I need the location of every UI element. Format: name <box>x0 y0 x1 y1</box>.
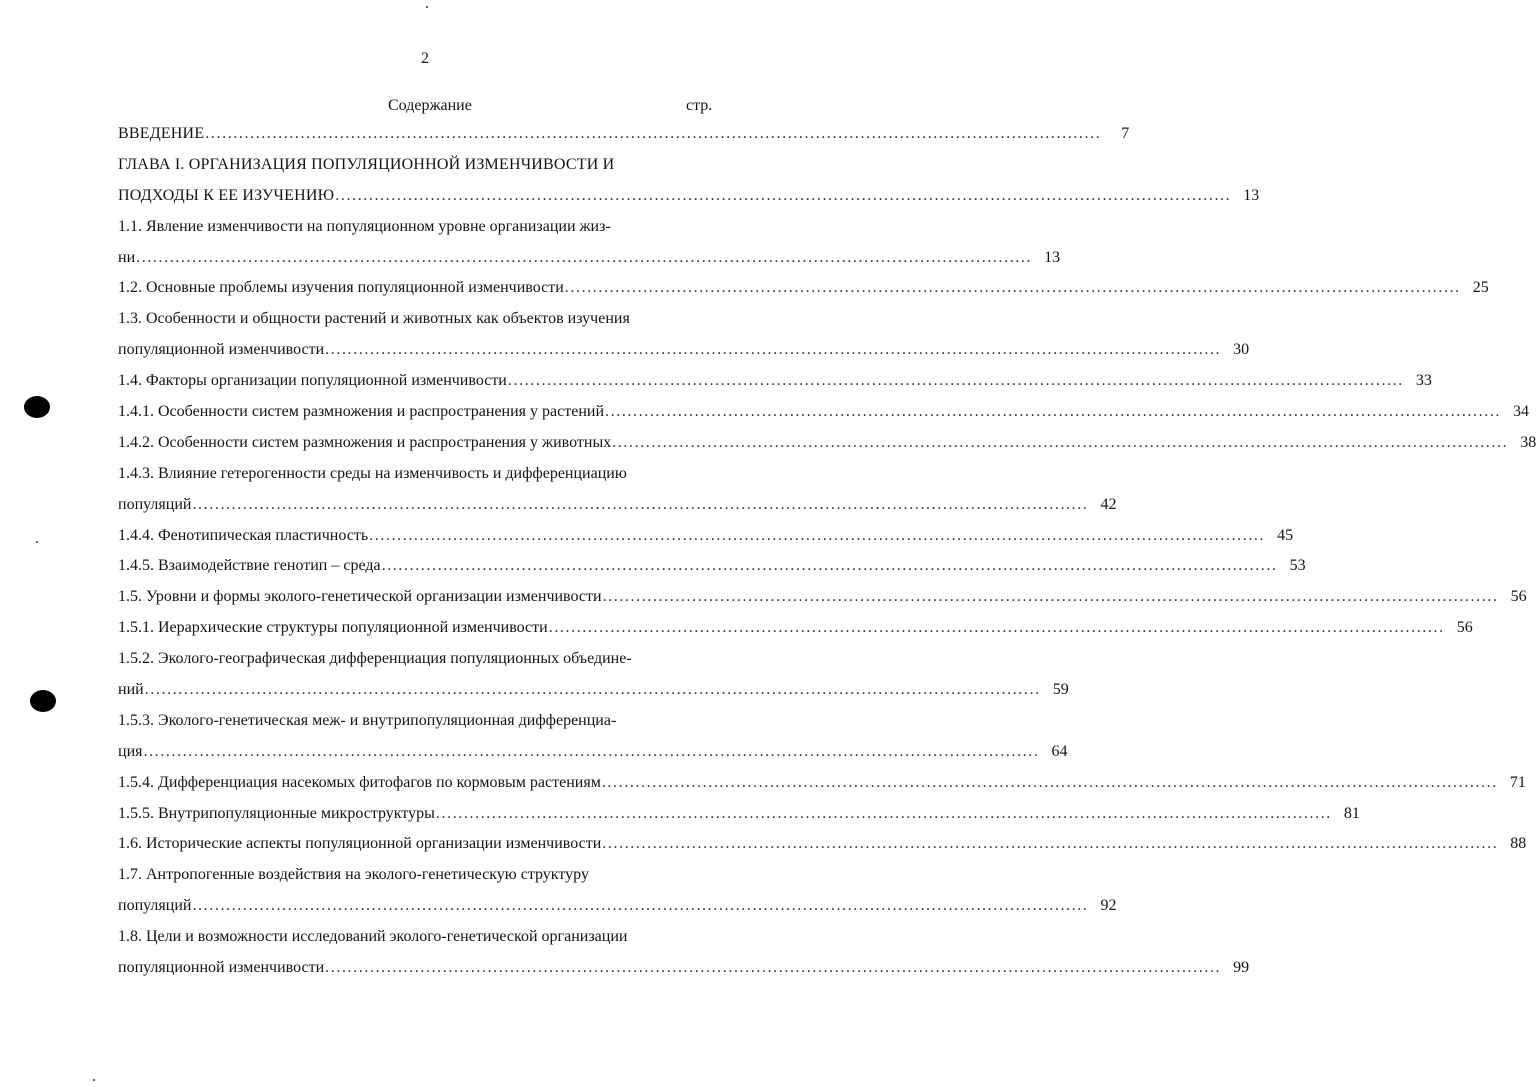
toc-entry-page: 99 <box>1233 959 1250 977</box>
toc-entry-page: 13 <box>1243 186 1260 204</box>
toc-entry-text: 1.3. Особенности и общности растений и животных как объектов изучения <box>118 310 630 328</box>
dot-leader: ................................................................................................................................................................ <box>601 773 1498 791</box>
toc-entry-page: 7 <box>1121 125 1130 142</box>
toc-entry-text: 1.4.2. Особенности систем размножения и распространения у животных <box>118 433 612 451</box>
toc-entry-page: 64 <box>1051 742 1068 760</box>
toc-entry-text: 1.4.1. Особенности систем размножения и распространения у растений <box>118 403 605 421</box>
toc-entry-text-cont: ПОДХОДЫ К ЕЕ ИЗУЧЕНИЮ <box>118 186 335 204</box>
toc-entry-1-7 <box>118 860 1117 922</box>
dot-leader: ................................................................................................................................................................ <box>335 186 1232 204</box>
toc-entry-page: 30 <box>1233 341 1250 359</box>
toc-entry-1-4 <box>118 366 1432 397</box>
dot-leader: ................................................................................................................................................................ <box>325 341 1222 359</box>
dot-leader: ................................................................................................................................................................ <box>325 959 1222 977</box>
toc-entry-1-4-4 <box>118 521 1294 552</box>
toc-entry-1-5-2 <box>118 644 1069 706</box>
dot-leader: ................................................................................................................................................................ <box>143 742 1040 760</box>
toc-entry-page: 45 <box>1277 526 1294 544</box>
toc-entry-1-5-5 <box>118 799 1360 830</box>
dot-leader: ................................................................................................................................................................ <box>192 495 1089 513</box>
toc-entry-1-4-3 <box>118 459 1117 521</box>
toc-entry-text-cont: популяций <box>118 897 192 915</box>
toc-entry-1-2 <box>118 273 1489 304</box>
toc-entry-text: 1.4. Факторы организации популяционной изменчивости <box>118 372 507 390</box>
dot-leader: ................................................................................................................................................................ <box>381 557 1278 575</box>
dot-leader: ................................................................................................................................................................ <box>192 897 1089 915</box>
toc-entry-1-5-3 <box>118 706 1068 768</box>
toc-entry-1-5-1 <box>118 613 1473 644</box>
page-number: 2 <box>421 50 429 67</box>
binder-hole-mark <box>30 690 56 712</box>
dot-leader: ................................................................................................................................................................ <box>144 681 1041 699</box>
dot-leader: ................................................................................................................................................................ <box>602 588 1499 606</box>
toc-entry-page: 53 <box>1289 557 1306 575</box>
dot-leader: ................................................................................................................................................................ <box>564 279 1461 297</box>
toc-entry-text: 1.5.1. Иерархические структуры популяционной изменчивости <box>118 619 548 637</box>
toc-entry-text: ВВЕДЕНИЕ <box>118 125 205 142</box>
toc-entry-page: 81 <box>1343 804 1360 822</box>
scan-speck <box>93 1079 95 1081</box>
dot-leader: ................................................................................................................................................................ <box>602 835 1499 853</box>
toc-entry-page: 71 <box>1509 773 1526 791</box>
toc-entry-text: 1.7. Антропогенные воздействия на эколого-генетическую структуру <box>118 866 589 884</box>
toc-entry-text: 1.2. Основные проблемы изучения популяционной изменчивости <box>118 279 564 297</box>
toc-entry-text-cont: ни <box>118 248 136 266</box>
toc-entry-page: 25 <box>1472 279 1489 297</box>
toc-entry-page: 56 <box>1510 588 1527 606</box>
dot-leader: ................................................................................................................................................................ <box>136 248 1033 266</box>
toc-entry-1-5-4 <box>118 768 1526 799</box>
toc-entry-text: ГЛАВА I. ОРГАНИЗАЦИЯ ПОПУЛЯЦИОННОЙ ИЗМЕНЧИВОСТИ И <box>118 155 615 173</box>
toc-entry-page: 59 <box>1052 681 1069 699</box>
toc-title: Содержание <box>388 97 472 114</box>
toc-entry-1-3 <box>118 304 1250 366</box>
toc-entry-text-cont: популяционной изменчивости <box>118 341 325 359</box>
toc-entry-introduction <box>118 119 1130 150</box>
toc-entry-text: 1.5.2. Эколого-географическая дифференциация популяционных объедине- <box>118 650 632 668</box>
toc-entry-text: 1.5. Уровни и формы эколого-генетической организации изменчивости <box>118 588 602 606</box>
toc-entry-page: 38 <box>1520 433 1537 451</box>
toc-entry-text: 1.4.3. Влияние гетерогенности среды на изменчивость и дифференциацию <box>118 464 627 482</box>
dot-leader: ................................................................................................................................................................ <box>369 526 1266 544</box>
dot-leader: ................................................................................................................................................................ <box>548 619 1445 637</box>
toc-entry-text: 1.5.3. Эколого-генетическая меж- и внутрипопуляционная дифференциа- <box>118 711 617 729</box>
binder-hole-mark <box>24 396 50 418</box>
toc-entry-page: 34 <box>1513 403 1530 421</box>
toc-entry-text: 1.4.5. Взаимодействие генотип – среда <box>118 557 381 575</box>
toc-entry-1-6 <box>118 829 1527 860</box>
toc-entry-text: 1.1. Явление изменчивости на популяционном уровне организации жиз- <box>118 217 611 235</box>
toc-entry-text: 1.5.5. Внутрипопуляционные микроструктуры <box>118 804 435 822</box>
toc-entry-1-1 <box>118 212 1061 274</box>
toc-entry-text-cont: популяционной изменчивости <box>118 959 325 977</box>
toc-entry-text: 1.5.4. Дифференциация насекомых фитофагов по кормовым растениям <box>118 773 601 791</box>
toc-entry-text-cont: популяций <box>118 495 192 513</box>
table-of-contents <box>118 119 1537 984</box>
toc-entry-1-4-1 <box>118 397 1530 428</box>
toc-entry-page: 33 <box>1415 372 1432 390</box>
toc-entry-text-cont: ний <box>118 681 144 699</box>
toc-entry-1-5 <box>118 582 1527 613</box>
toc-entry-text: 1.8. Цели и возможности исследований эколого-генетической организации <box>118 928 628 946</box>
toc-entry-text: 1.6. Исторические аспекты популяционной организации изменчивости <box>118 835 602 853</box>
toc-entry-1-4-5 <box>118 551 1306 582</box>
toc-entry-page: 13 <box>1044 248 1061 266</box>
toc-entry-chapter-1 <box>118 150 1260 212</box>
toc-entry-page: 92 <box>1100 897 1117 915</box>
dot-leader: ................................................................................................................................................................ <box>205 125 1102 142</box>
scan-speck <box>426 6 428 8</box>
toc-entry-page: 42 <box>1100 495 1117 513</box>
toc-entry-page: 56 <box>1456 619 1473 637</box>
toc-entry-page: 88 <box>1510 835 1527 853</box>
toc-entry-1-4-2 <box>118 428 1537 459</box>
dot-leader: ................................................................................................................................................................ <box>605 403 1502 421</box>
page-column-label: стр. <box>686 97 713 114</box>
dot-leader: ................................................................................................................................................................ <box>507 372 1404 390</box>
scan-speck <box>36 541 38 543</box>
toc-entry-1-8 <box>118 922 1250 984</box>
dot-leader: ................................................................................................................................................................ <box>612 433 1509 451</box>
toc-entry-text-cont: ция <box>118 742 143 760</box>
dot-leader: ................................................................................................................................................................ <box>435 804 1332 822</box>
toc-entry-text: 1.4.4. Фенотипическая пластичность <box>118 526 369 544</box>
